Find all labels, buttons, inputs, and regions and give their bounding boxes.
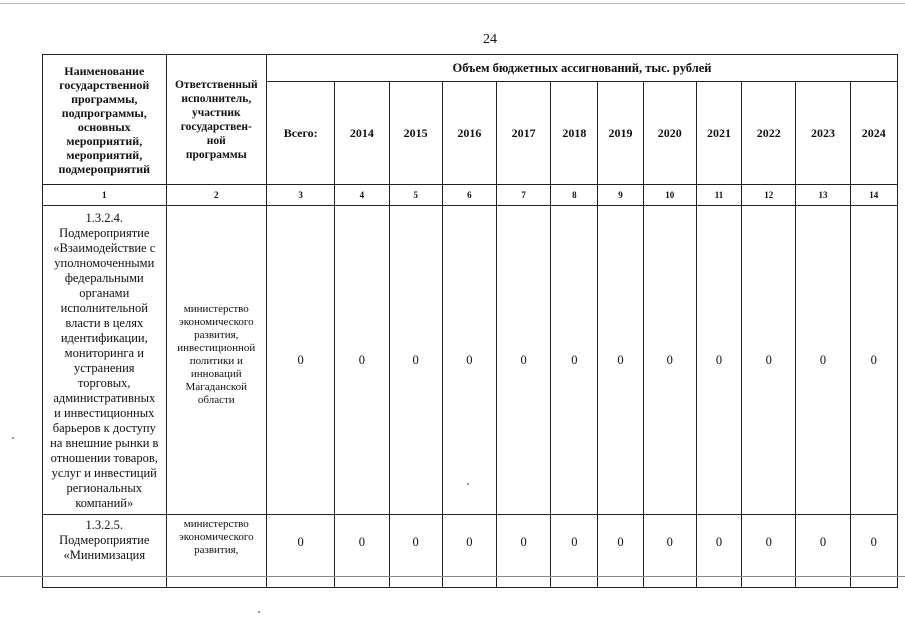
responsible-executor: министерство экономического развития,	[166, 515, 266, 588]
value-cell: 0	[742, 206, 796, 515]
value-cell: 0	[442, 515, 496, 588]
header-year: 2020	[643, 82, 696, 185]
top-scan-edge	[0, 3, 905, 4]
header-year: 2017	[497, 82, 551, 185]
value-cell: 0	[850, 515, 897, 588]
header-responsible: Ответственный исполнитель, участник государствен- ной программы	[166, 55, 266, 185]
column-index: 2	[166, 185, 266, 206]
column-index: 9	[598, 185, 643, 206]
value-cell: 0	[335, 515, 389, 588]
header-row-top	[43, 55, 898, 82]
measure-name: 1.3.2.5. Подмероприятие «Минимизация	[43, 515, 167, 588]
measure-name: 1.3.2.4. Подмероприятие «Взаимодействие с уполномоченными федеральными органами исполнительной власти в целях идентификации, мониторинга и устранения торговых, административных и инвестиционных барьеров к доступу на внешние рынки в отношении товаров, услуг и инвестиций региональных компаний»	[43, 206, 167, 515]
column-index: 8	[551, 185, 598, 206]
value-cell: 0	[643, 206, 696, 515]
value-cell: 0	[796, 515, 850, 588]
value-cell: 0	[696, 206, 741, 515]
scan-speck	[467, 483, 469, 485]
header-year: 2023	[796, 82, 850, 185]
scan-speck	[12, 437, 14, 439]
value-cell: 0	[551, 206, 598, 515]
column-index: 4	[335, 185, 389, 206]
value-cell: 0	[442, 206, 496, 515]
header-year: 2021	[696, 82, 741, 185]
budget-table	[42, 54, 898, 588]
column-index: 3	[267, 185, 335, 206]
column-index: 1	[43, 185, 167, 206]
value-total: 0	[267, 206, 335, 515]
column-index: 5	[389, 185, 442, 206]
value-cell: 0	[497, 206, 551, 515]
column-index: 14	[850, 185, 897, 206]
value-cell: 0	[643, 515, 696, 588]
value-cell: 0	[850, 206, 897, 515]
value-cell: 0	[598, 206, 643, 515]
header-year: 2016	[442, 82, 496, 185]
value-cell: 0	[389, 206, 442, 515]
value-total: 0	[267, 515, 335, 588]
column-index: 10	[643, 185, 696, 206]
header-name: Наименование государственной программы, подпрограммы, основных мероприятий, мероприятий, подмероприятий	[43, 55, 167, 185]
scan-speck	[258, 611, 260, 613]
header-total: Всего:	[267, 82, 335, 185]
column-index: 6	[442, 185, 496, 206]
header-year: 2014	[335, 82, 389, 185]
value-cell: 0	[696, 515, 741, 588]
value-cell: 0	[742, 515, 796, 588]
value-cell: 0	[335, 206, 389, 515]
page-number: 24	[483, 32, 497, 47]
header-year: 2018	[551, 82, 598, 185]
header-year: 2024	[850, 82, 897, 185]
responsible-executor: министерство экономического развития, инвестиционной политики и инноваций Магаданской области	[166, 206, 266, 515]
column-index: 12	[742, 185, 796, 206]
header-year: 2015	[389, 82, 442, 185]
column-index: 7	[497, 185, 551, 206]
value-cell: 0	[389, 515, 442, 588]
header-budget-title: Объем бюджетных ассигнований, тыс. рублей	[267, 55, 898, 82]
value-cell: 0	[796, 206, 850, 515]
column-index: 11	[696, 185, 741, 206]
column-index: 13	[796, 185, 850, 206]
table-row	[43, 206, 898, 515]
value-cell: 0	[497, 515, 551, 588]
header-year: 2019	[598, 82, 643, 185]
header-year: 2022	[742, 82, 796, 185]
value-cell: 0	[598, 515, 643, 588]
bottom-scan-edge	[0, 576, 905, 577]
column-index-row	[43, 185, 898, 206]
value-cell: 0	[551, 515, 598, 588]
